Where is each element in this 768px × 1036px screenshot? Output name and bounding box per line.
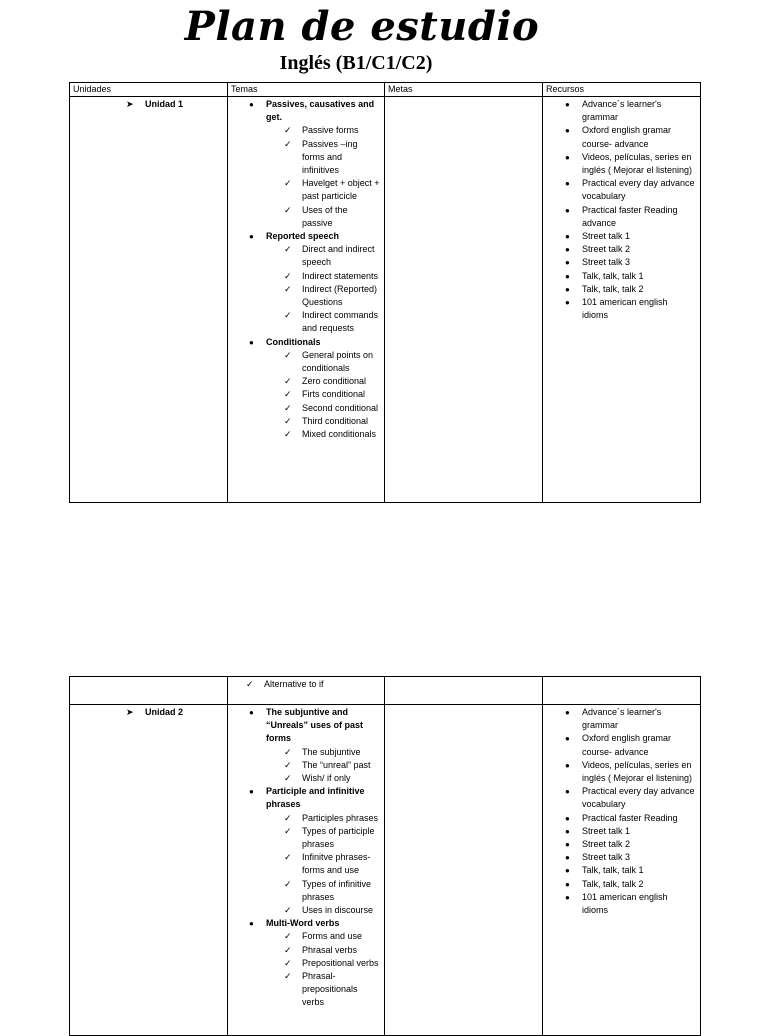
round-bullet-icon: ●: [249, 919, 254, 929]
subtopics-list: [266, 243, 380, 335]
subtopic-item: [266, 270, 380, 283]
round-bullet-icon: ●: [565, 152, 570, 162]
subtopic-item: [266, 878, 380, 904]
subtopic-text: Phrasal verbs: [302, 944, 358, 955]
subtopic-item: [266, 388, 380, 401]
resources-list: [543, 97, 700, 322]
topic-title: Conditionals: [266, 336, 321, 347]
round-bullet-icon: ●: [565, 760, 570, 770]
subtopic-item: [266, 204, 380, 230]
resource-text: Practical every day advance vocabulary: [582, 178, 695, 202]
round-bullet-icon: ●: [565, 205, 570, 215]
round-bullet-icon: ●: [249, 337, 254, 347]
study-plan-table-2: [69, 676, 701, 1036]
checkmark-icon: ✓: [284, 971, 292, 982]
topics-list: [228, 705, 384, 1010]
header-topics: Temas: [228, 83, 385, 97]
header-resources: Recursos: [543, 83, 701, 97]
topics-cell: [228, 705, 385, 1036]
resource-item: [543, 204, 696, 230]
subtopic-text: Indirect (Reported) Questions: [302, 283, 378, 308]
checkmark-icon: ✓: [284, 283, 292, 294]
table-header-row: [70, 83, 701, 97]
subtopic-text: Second conditional: [302, 402, 379, 413]
round-bullet-icon: ●: [565, 787, 570, 797]
round-bullet-icon: ●: [565, 245, 570, 255]
resources-cell: [543, 677, 701, 705]
topic-title: Passives, causatives and get.: [266, 99, 375, 123]
checkmark-icon: ✓: [284, 244, 292, 255]
resource-text: Practical every day advance vocabulary: [582, 786, 695, 810]
subtopic-item: [266, 851, 380, 877]
subtopic-item: [266, 243, 380, 269]
round-bullet-icon: ●: [565, 258, 570, 268]
checkmark-icon: ✓: [284, 402, 292, 413]
subtopics-list: [266, 124, 380, 230]
round-bullet-icon: ●: [249, 232, 254, 242]
round-bullet-icon: ●: [565, 879, 570, 889]
round-bullet-icon: ●: [249, 708, 254, 717]
checkmark-icon: ✓: [284, 852, 292, 863]
subtopic-text: Third conditional: [302, 415, 369, 426]
subtopic-item: [266, 904, 380, 917]
resource-text: Street talk 3: [582, 852, 631, 863]
unit-label-text: Unidad 1: [145, 99, 184, 109]
resource-item: [543, 98, 696, 124]
subtopic-text: Uses in discourse: [302, 905, 374, 916]
round-bullet-icon: ●: [565, 840, 570, 850]
resource-text: Talk, talk, talk 1: [582, 865, 644, 876]
subtopic-text: Indirect commands and requests: [302, 310, 379, 334]
round-bullet-icon: ●: [565, 866, 570, 876]
round-bullet-icon: ●: [565, 298, 570, 308]
resource-text: Oxford english gramar course- advance: [582, 125, 672, 149]
subtopic-text: Alternative to if: [264, 679, 324, 689]
subtopic-item: [266, 138, 380, 178]
checkmark-icon: ✓: [284, 429, 292, 440]
resource-text: Advance´s learner's grammar: [582, 707, 662, 731]
subtopic-item: [266, 349, 380, 375]
round-bullet-icon: ●: [565, 179, 570, 189]
resource-item: [543, 812, 696, 825]
topics-cell: [228, 677, 385, 705]
subtopic-text: Mixed conditionals: [302, 429, 377, 440]
resource-text: Talk, talk, talk 1: [582, 270, 644, 281]
checkmark-icon: ✓: [284, 178, 292, 189]
header-goals: Metas: [385, 83, 543, 97]
subtopic-item: [266, 812, 380, 825]
resources-cell: [543, 97, 701, 503]
subtopic-text: Forms and use: [302, 931, 363, 942]
unit-label-text: Unidad 2: [145, 707, 184, 717]
subtopic-item: [266, 177, 380, 203]
round-bullet-icon: ●: [565, 734, 570, 744]
resource-text: Street talk 1: [582, 825, 631, 836]
resource-text: Videos, películas, series en inglés ( Mejorar el listening): [582, 151, 693, 176]
subtopic-text: Firts conditional: [302, 389, 366, 400]
resource-item: [543, 230, 696, 243]
unit-cell: [70, 97, 228, 503]
subtopic-item: [266, 772, 380, 785]
subtopic-item: [266, 930, 380, 943]
resource-item: [543, 838, 696, 851]
resource-text: Talk, talk, talk 2: [582, 283, 644, 294]
round-bullet-icon: ●: [565, 708, 570, 717]
arrowhead-bullet-icon: ➤: [126, 707, 134, 717]
topics-list: [228, 97, 384, 441]
resource-item: [543, 878, 696, 891]
header-units: Unidades: [70, 83, 228, 97]
checkmark-icon: ✓: [284, 944, 292, 955]
resource-item: [543, 825, 696, 838]
resource-text: Street talk 2: [582, 839, 631, 850]
round-bullet-icon: ●: [565, 892, 570, 902]
resource-text: Practical faster Reading: [582, 812, 678, 823]
topic-item: [228, 785, 380, 917]
subtopic-text: Phrasal- prepositionals verbs: [302, 971, 358, 1008]
goals-cell: [385, 97, 543, 503]
topic-title: Reported speech: [266, 231, 340, 242]
table-row-unit-1: [70, 97, 701, 503]
round-bullet-icon: ●: [565, 826, 570, 836]
subtopic-text: Prepositional verbs: [302, 957, 379, 968]
resource-item: [543, 732, 696, 758]
subtopic-text: Passive forms: [302, 125, 359, 136]
resource-item: [543, 296, 696, 322]
resource-item: [543, 256, 696, 269]
round-bullet-icon: ●: [565, 813, 570, 823]
round-bullet-icon: ●: [249, 100, 254, 109]
checkmark-icon: ✓: [284, 138, 292, 149]
resource-item: [543, 706, 696, 732]
round-bullet-icon: ●: [565, 271, 570, 281]
subtopic-item: [266, 957, 380, 970]
page-title: Plan de estudio: [184, 3, 540, 50]
subtopic-text: The subjuntive: [302, 746, 361, 757]
checkmark-icon: ✓: [284, 773, 292, 784]
subtopic-text: Types of infinitive phrases: [302, 878, 372, 902]
checkmark-icon: ✓: [284, 270, 292, 281]
resource-text: Oxford english gramar course- advance: [582, 733, 672, 757]
checkmark-icon: ✓: [284, 415, 292, 426]
topic-item: [228, 230, 380, 336]
unit-cell: [70, 705, 228, 1036]
subtopic-item: [266, 309, 380, 335]
subtopic-item: [228, 678, 380, 691]
round-bullet-icon: ●: [565, 126, 570, 136]
topic-item: [228, 98, 380, 230]
subtopic-item: [266, 428, 380, 441]
resource-item: [543, 785, 696, 811]
subtopic-item: [266, 402, 380, 415]
round-bullet-icon: ●: [565, 232, 570, 242]
checkmark-icon: ✓: [284, 759, 292, 770]
round-bullet-icon: ●: [565, 853, 570, 863]
list-item: [228, 678, 380, 691]
resource-text: Practical faster Reading advance: [582, 204, 678, 228]
checkmark-icon: ✓: [284, 376, 292, 387]
resource-item: [543, 243, 696, 256]
topics-list: [228, 677, 384, 691]
table-row-unit-2: [70, 705, 701, 1036]
goals-cell: [385, 677, 543, 705]
resource-text: Advance´s learner's grammar: [582, 99, 662, 123]
checkmark-icon: ✓: [284, 389, 292, 400]
subtopics-list: [266, 746, 380, 786]
checkmark-icon: ✓: [284, 204, 292, 215]
subtopic-item: [266, 759, 380, 772]
checkmark-icon: ✓: [246, 679, 254, 689]
resource-text: 101 american english idioms: [582, 297, 668, 321]
resource-item: [543, 177, 696, 203]
table-row-continuation: [70, 677, 701, 705]
resource-item: [543, 851, 696, 864]
subtopic-text: Passives –ing forms and infinitives: [302, 138, 358, 176]
arrowhead-bullet-icon: ➤: [126, 99, 134, 109]
resource-text: Videos, películas, series en inglés ( Mejorar el listening): [582, 759, 693, 784]
round-bullet-icon: ●: [249, 787, 254, 797]
subtopic-text: Uses of the passive: [302, 204, 348, 228]
checkmark-icon: ✓: [284, 812, 292, 823]
resource-text: 101 american english idioms: [582, 891, 668, 916]
resource-item: [543, 864, 696, 877]
round-bullet-icon: ●: [565, 284, 570, 294]
checkmark-icon: ✓: [284, 349, 292, 360]
resource-item: [543, 759, 696, 785]
subtopic-text: The “unreal” past: [302, 759, 371, 770]
resource-item: [543, 283, 696, 296]
subtopic-item: [266, 415, 380, 428]
subtopic-item: [266, 375, 380, 388]
subtopics-list: [266, 812, 380, 918]
study-plan-table-1: [69, 82, 701, 503]
topic-title: Multi-Word verbs: [266, 918, 340, 929]
checkmark-icon: ✓: [284, 746, 292, 757]
resource-item: [543, 270, 696, 283]
subtopic-item: [266, 944, 380, 957]
resource-text: Street talk 3: [582, 257, 631, 268]
round-bullet-icon: ●: [565, 100, 570, 109]
unit-label: [70, 705, 227, 719]
checkmark-icon: ✓: [284, 125, 292, 136]
subtopic-text: Infinitve phrases- forms and use: [302, 852, 371, 876]
resource-text: Street talk 1: [582, 231, 631, 242]
resource-text: Talk, talk, talk 2: [582, 878, 644, 889]
unit-label: [70, 97, 227, 111]
topic-title: Participle and infinitive phrases: [266, 786, 365, 810]
subtopic-item: [266, 283, 380, 309]
topic-item: [228, 917, 380, 1009]
unit-cell: [70, 677, 228, 705]
checkmark-icon: ✓: [284, 878, 292, 889]
subtopic-text: Participles phrases: [302, 812, 379, 823]
checkmark-icon: ✓: [284, 957, 292, 968]
subtopic-text: Wish/ if only: [302, 773, 351, 784]
subtopics-list: [266, 930, 380, 1009]
subtopic-item: [266, 124, 380, 137]
checkmark-icon: ✓: [284, 905, 292, 916]
topic-title: The subjuntive and “Unreals” uses of past forms: [266, 707, 364, 744]
checkmark-icon: ✓: [284, 310, 292, 321]
checkmark-icon: ✓: [284, 825, 292, 836]
subtopic-item: [266, 970, 380, 1010]
goals-cell: [385, 705, 543, 1036]
subtopics-list: [228, 678, 380, 691]
resource-text: Street talk 2: [582, 244, 631, 255]
resource-item: [543, 124, 696, 150]
subtopic-text: Indirect statements: [302, 270, 379, 281]
topic-item: [228, 336, 380, 442]
topics-cell: [228, 97, 385, 503]
subtopic-text: Types of participle phrases: [302, 825, 375, 850]
subtopic-item: [266, 746, 380, 759]
subtopic-item: [266, 825, 380, 851]
resources-list: [543, 705, 700, 917]
subtopic-text: General points on conditionals: [302, 349, 374, 374]
checkmark-icon: ✓: [284, 931, 292, 942]
resource-item: [543, 891, 696, 917]
topic-item: [228, 706, 380, 785]
resources-cell: [543, 705, 701, 1036]
subtopic-text: Direct and indirect speech: [302, 244, 375, 268]
subtopic-text: Zero conditional: [302, 376, 367, 387]
resource-item: [543, 151, 696, 177]
page-subtitle: Inglés (B1/C1/C2): [279, 52, 433, 74]
subtopics-list: [266, 349, 380, 441]
subtopic-text: Havelget + object + past particicle: [302, 178, 380, 202]
